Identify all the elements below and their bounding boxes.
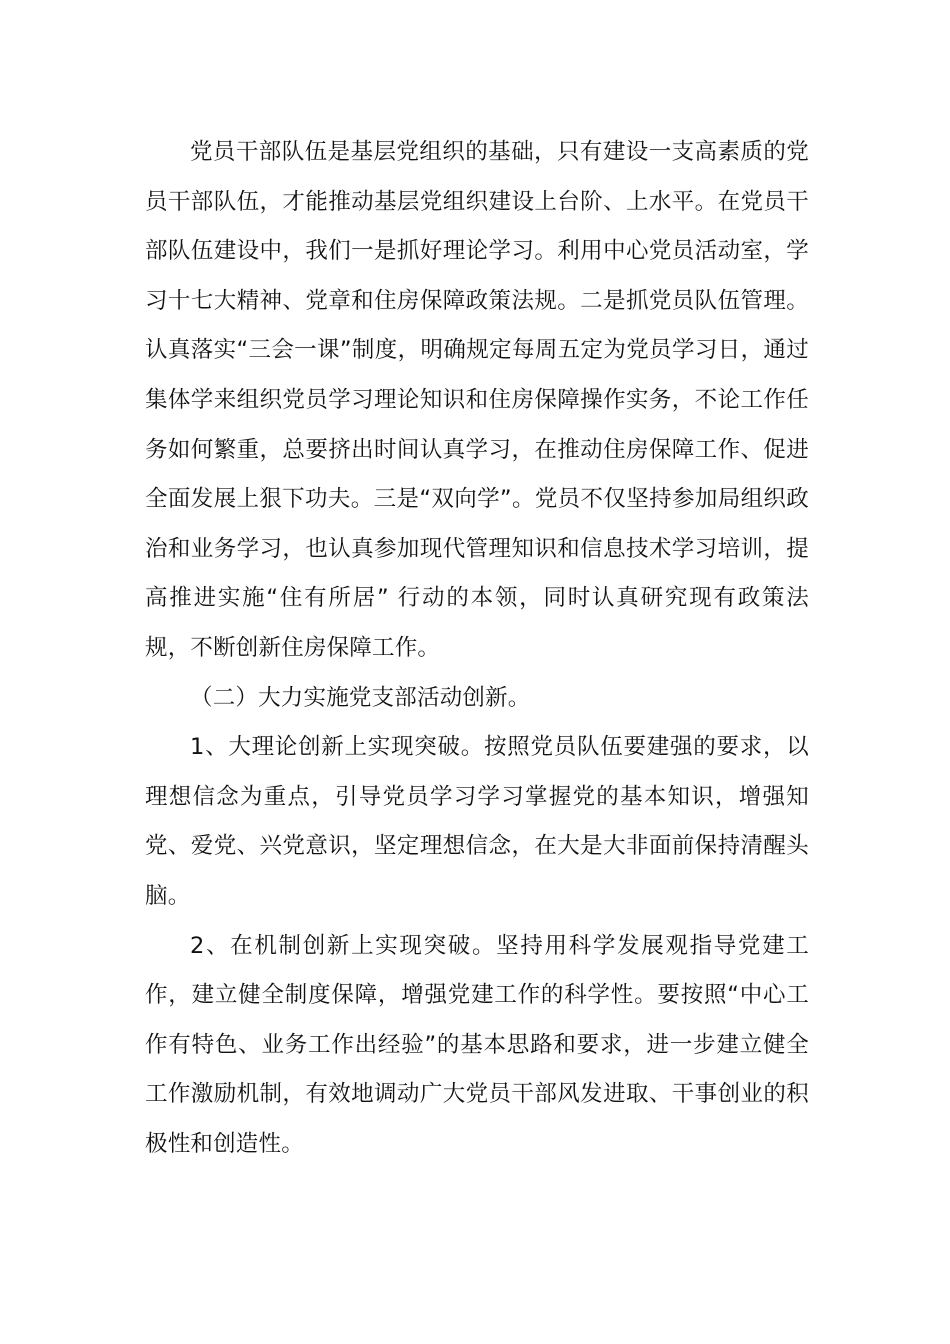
- section-heading-branch-innovation: （二）大力实施党支部活动创新。: [190, 684, 531, 711]
- paragraph-theory-innovation: 1、大理论创新上实现突破。按照党员队伍要建强的要求，以理想信念为重点，引导党员学习学习掌握党的基本知识，增强知党、爱党、兴党意识，坚定理想信念，在大是大非面前保持清醒头脑。: [145, 734, 809, 909]
- paragraph-mechanism-innovation: 2、在机制创新上实现突破。坚持用科学发展观指导党建工作，建立健全制度保障，增强党建工作的科学性。要按照“中心工作有特色、业务工作出经验”的基本思路和要求，进一步建立健全工作激励机制，有效地调动广大党员干部风发进取、干事创业的积极性和创造性。: [145, 932, 809, 1157]
- document-body: [145, 128, 809, 1169]
- paragraph-party-cadre-team: 党员干部队伍是基层党组织的基础，只有建设一支高素质的党员干部队伍，才能推动基层党组织建设上台阶、上水平。在党员干部队伍建设中，我们一是抓好理论学习。利用中心党员活动室，学习十七大精神、党章和住房保障政策法规。二是抓党员队伍管理。认真落实“三会一课”制度，明确规定每周五定为党员学习日，通过集体学来组织党员学习理论知识和住房保障操作实务，不论工作任务如何繁重，总要挤出时间认真学习，在推动住房保障工作、促进全面发展上狠下功夫。三是“双向学”。党员不仅坚持参加局组织政治和业务学习，也认真参加现代管理知识和信息技术学习培训，提高推进实施“住有所居” 行动的本领，同时认真研究现有政策法规，不断创新住房保障工作。: [145, 139, 809, 661]
